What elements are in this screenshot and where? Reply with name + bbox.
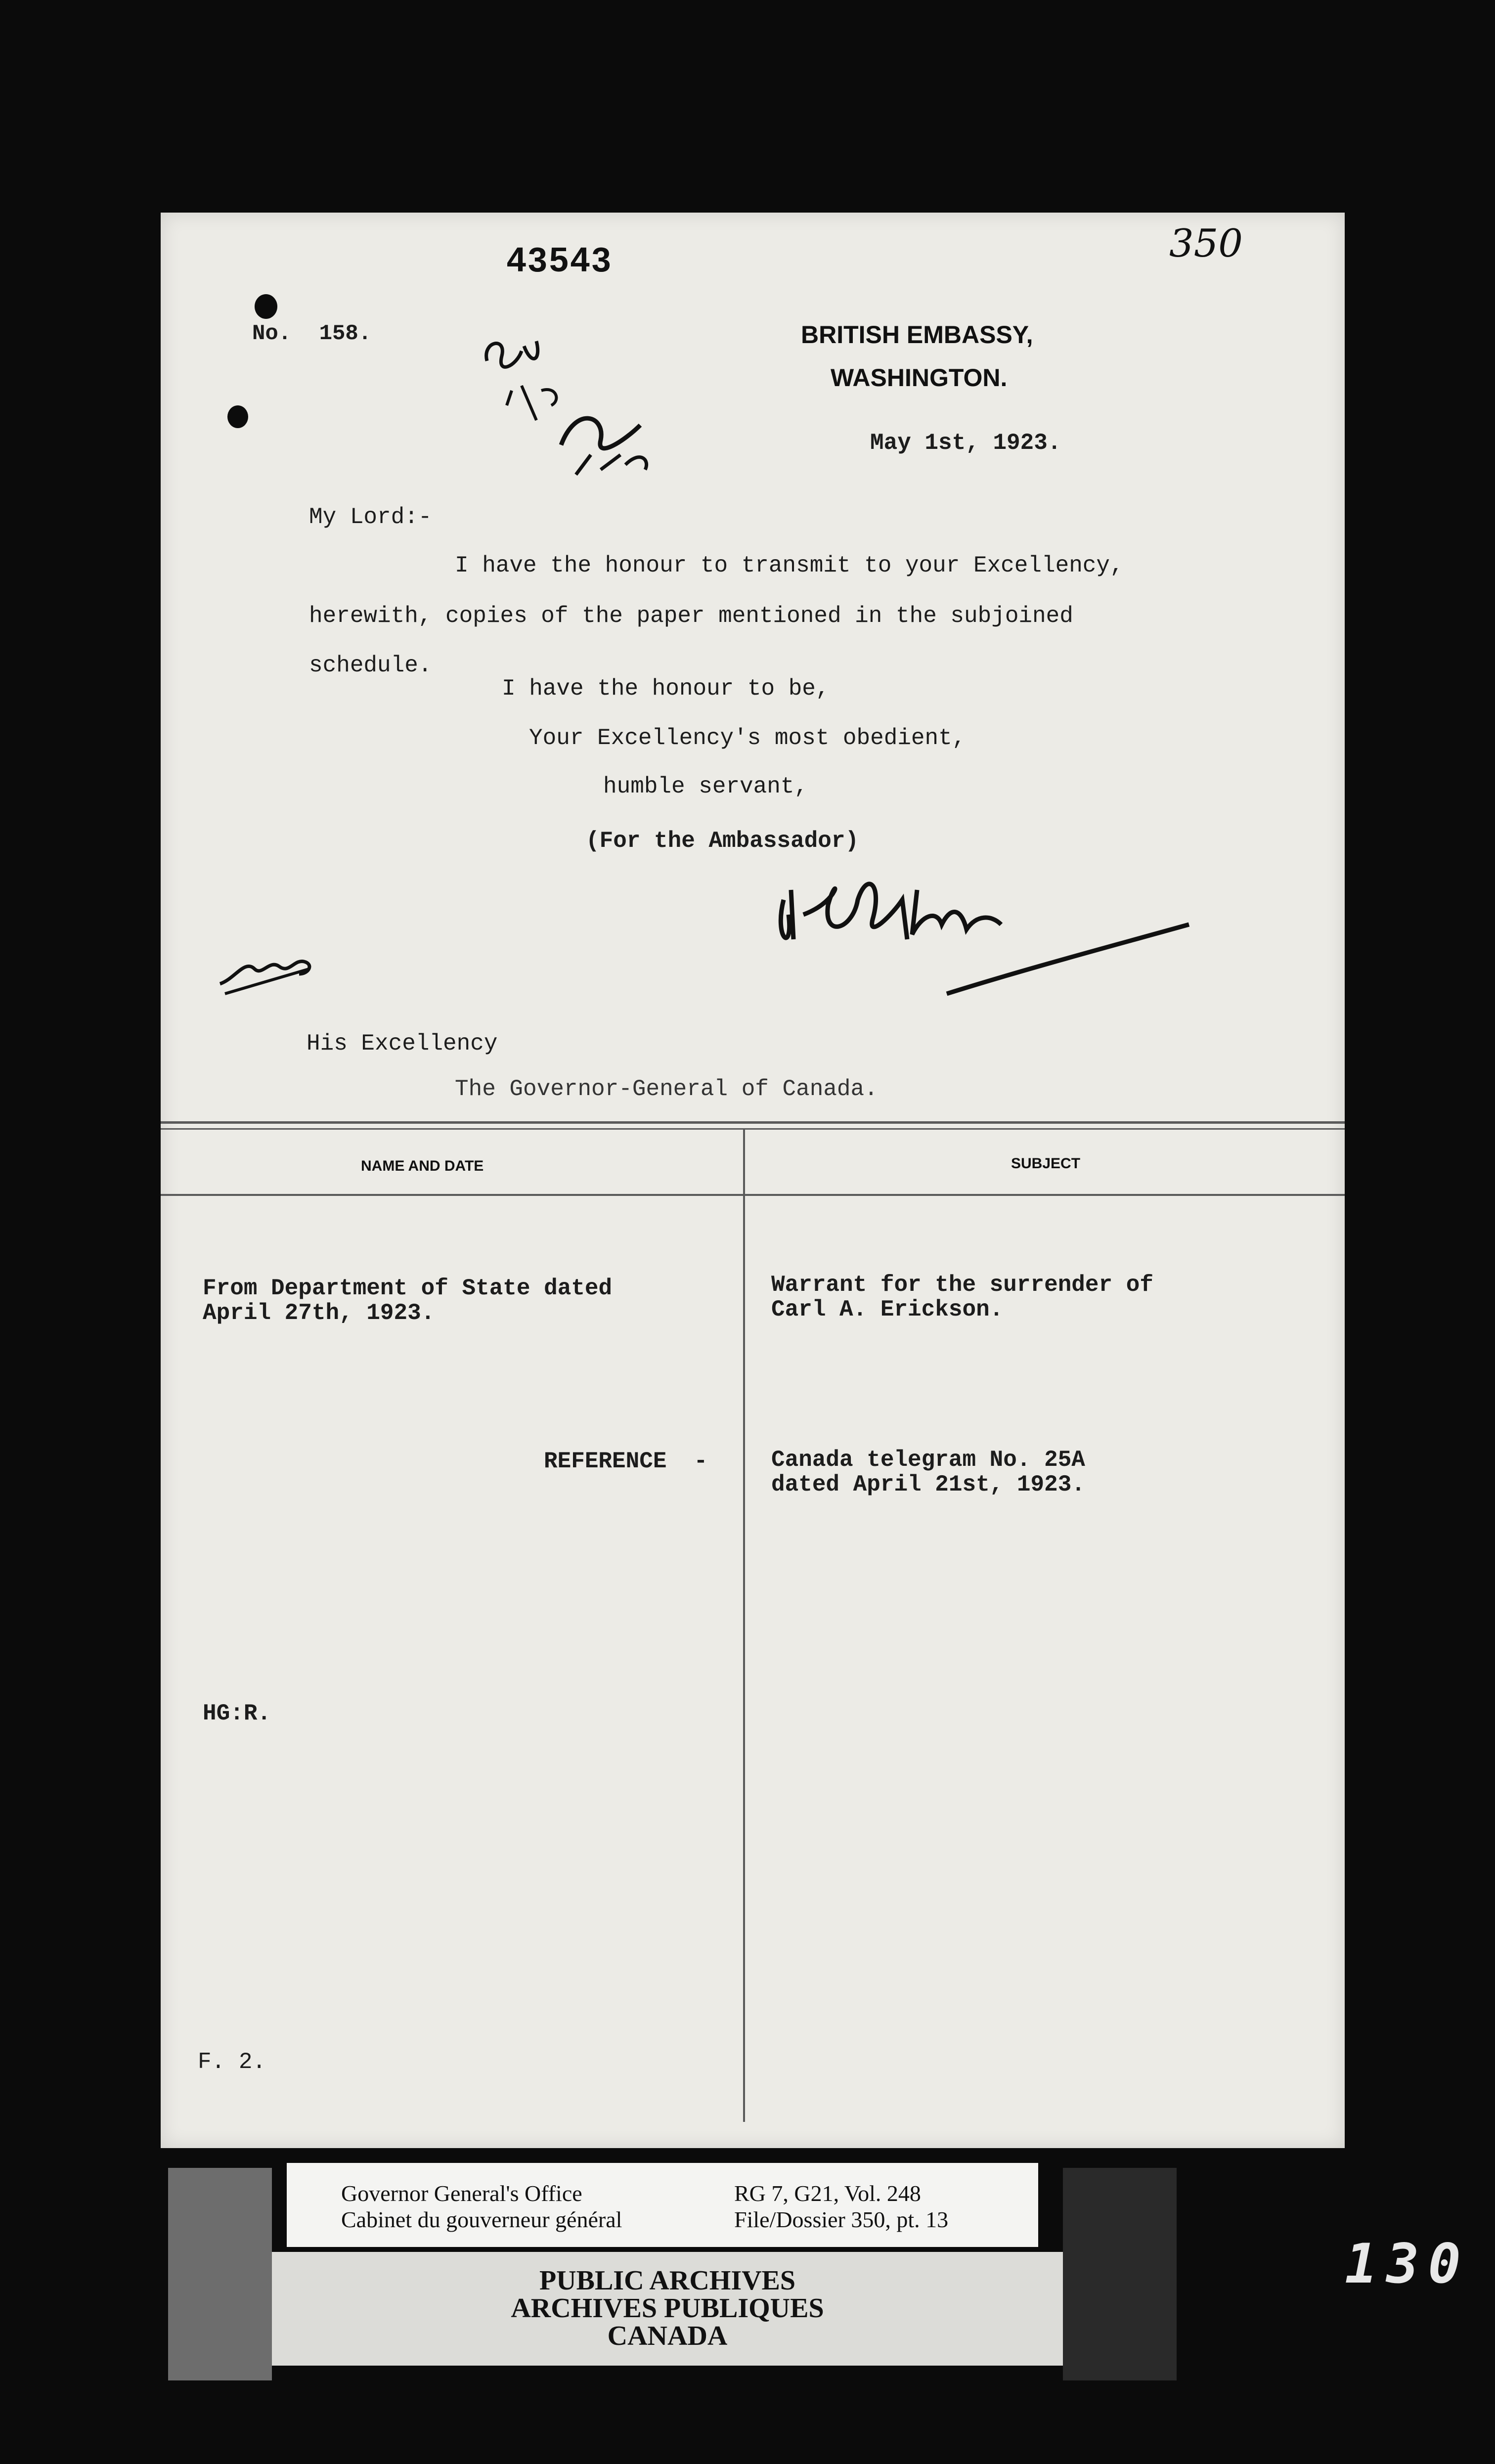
schedule-header-rule [161, 1194, 1345, 1196]
closing-line-4: (For the Ambassador) [586, 828, 859, 854]
public-archives-stamp [272, 2252, 1063, 2366]
handwritten-file-note [477, 331, 665, 480]
letter-page [161, 213, 1345, 2148]
letterhead-line-1: BRITISH EMBASSY, [801, 321, 1033, 349]
punch-hole-top [255, 294, 277, 319]
addressee-line-1: His Excellency [307, 1031, 498, 1056]
body-line-3: schedule. [309, 653, 432, 678]
office-french: Cabinet du gouverneur général [341, 2207, 622, 2232]
subject-line-2: Carl A. Erickson. [771, 1297, 1004, 1322]
frame-number: 130 [1345, 2232, 1470, 2295]
file-number: 43543 [507, 240, 613, 279]
schedule-column-divider [743, 1128, 745, 2122]
punch-hole-bottom [227, 405, 248, 428]
archives-line-2: ARCHIVES PUBLIQUES [511, 2293, 824, 2324]
column-header-subject: SUBJECT [1011, 1155, 1081, 1172]
archives-line-3: CANADA [607, 2321, 728, 2351]
name-date-line-1: From Department of State dated [203, 1276, 613, 1301]
salutation: My Lord:- [309, 504, 432, 530]
signature [754, 840, 1248, 1004]
reference-label: REFERENCE - [544, 1449, 708, 1474]
office-english: Governor General's Office [341, 2181, 582, 2206]
letter-date: May 1st, 1923. [870, 430, 1061, 456]
archive-reference-card [287, 2163, 1038, 2247]
label-mount-left [168, 2168, 272, 2380]
subject-line-1: Warrant for the surrender of [771, 1272, 1153, 1298]
name-date-line-2: April 27th, 1923. [203, 1300, 435, 1326]
record-group: RG 7, G21, Vol. 248 [734, 2181, 921, 2206]
letterhead-line-2: WASHINGTON. [831, 364, 1008, 392]
dispatch-number-label: No. [252, 321, 292, 346]
closing-line-2: Your Excellency's most obedient, [529, 725, 966, 751]
label-mount-right [1063, 2168, 1177, 2380]
body-line-2: herewith, copies of the paper mentioned in the subjoined [309, 603, 1073, 629]
column-header-name-date: NAME AND DATE [361, 1158, 484, 1174]
initials-mark [215, 939, 329, 999]
typist-initials: HG:R. [203, 1701, 271, 1726]
schedule-top-rule-2 [161, 1128, 1345, 1130]
archives-line-1: PUBLIC ARCHIVES [539, 2265, 796, 2296]
dispatch-number [252, 321, 371, 346]
reference-line-1: Canada telegram No. 25A [771, 1447, 1085, 1473]
closing-line-1: I have the honour to be, [502, 676, 830, 702]
body-line-1: I have the honour to transmit to your Excellency, [455, 553, 1124, 578]
closing-line-3: humble servant, [603, 774, 808, 799]
addressee-line-2: The Governor-General of Canada. [455, 1076, 878, 1102]
reference-line-2: dated April 21st, 1923. [771, 1472, 1085, 1497]
schedule-top-rule [161, 1121, 1345, 1124]
form-number: F. 2. [198, 2049, 266, 2075]
file-reference: File/Dossier 350, pt. 13 [734, 2207, 949, 2232]
page-mark: 350 [1169, 221, 1243, 266]
dispatch-number-value: 158. [319, 321, 372, 346]
